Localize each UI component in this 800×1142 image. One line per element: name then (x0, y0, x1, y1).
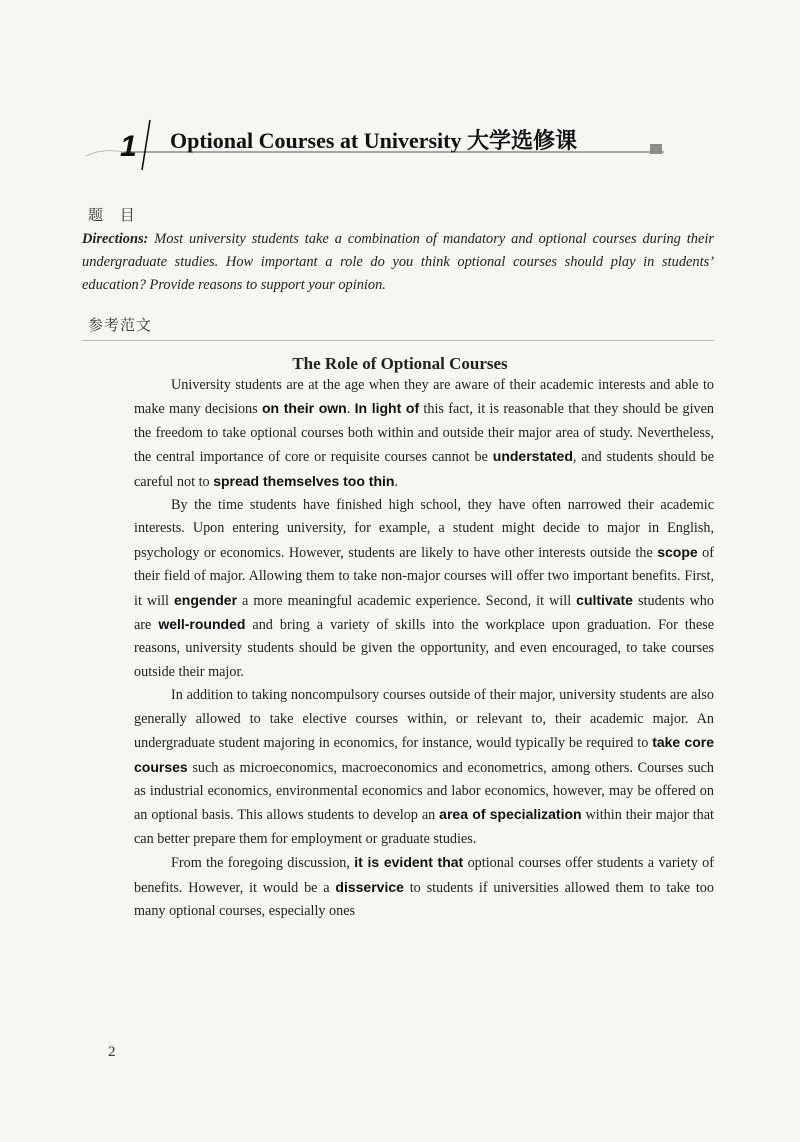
text-run: , and students should be careful not to (134, 449, 714, 490)
text-run: By the time students have finished high school, they have often narrowed their academic interests. Upon entering university, for example, a student might decide to major in English, psychology or economics. However, students are likely to have other interests outside the (134, 497, 714, 561)
directions-block (82, 228, 714, 297)
text-run: a more meaningful academic experience. Second, it will (237, 592, 577, 609)
text-run: . (394, 473, 399, 490)
text-run: In addition to taking noncompulsory courses outside of their major, university students are also generally allowed to take elective courses within, or relevant to, their academic major. An undergraduate student majoring in economics, for instance, would typically be required to (134, 687, 714, 752)
bold-phrase: scope (657, 543, 698, 560)
chapter-header (84, 108, 684, 178)
text-run: University students are at the age when they are aware of their academic interests and able to make many decisions (134, 377, 714, 418)
chapter-title: Optional Courses at University 大学选修课 (170, 128, 578, 153)
text-run: of their field of major. Allowing them to take non-major courses will offer two important benefits. First, it will (134, 544, 714, 609)
bold-phrase: area of specialization (439, 806, 582, 823)
chapter-header-marker (650, 144, 662, 154)
directions-text: Most university students take a combination of mandatory and optional courses during their undergraduate studies. How important a role do you think optional courses should play in students’ education? Provide reasons to support your opinion. (82, 231, 714, 293)
text-run: . (346, 401, 355, 418)
bold-phrase: In light of (354, 400, 420, 417)
section-divider (82, 340, 714, 341)
topic-section-label: 题 目 (88, 206, 141, 224)
bold-phrase: understated (492, 448, 573, 465)
bold-phrase: disservice (335, 878, 404, 895)
sample-essay-section-label: 参考范文 (88, 316, 153, 334)
bold-phrase: spread themselves too thin (213, 472, 395, 489)
text-run: such as microeconomics, macroeconomics and econometrics, among others. Courses such as industrial economics, environmental economics and labor economics, however, may be offered on an optional basis. This allows students to develop an (134, 759, 714, 824)
text-run: students who are (134, 592, 714, 634)
text-run: optional courses offer students a variety of benefits. However, it would be a (134, 855, 714, 896)
essay-body (134, 374, 714, 923)
text-run: this fact, it is reasonable that they should be given the freedom to take optional courses both within and outside their major area of study. Nevertheless, the central importance of core or requisite courses cannot be (134, 401, 714, 466)
text-run: within their major that can better prepare them for employment or graduate studies. (134, 807, 714, 847)
bold-phrase: take core courses (134, 734, 714, 775)
bold-phrase: on their own (261, 400, 347, 417)
bold-phrase: it is evident that (354, 854, 464, 871)
essay-paragraph (134, 494, 714, 684)
text-run: and bring a variety of skills into the workplace upon graduation. For these reasons, university students should be given the opportunity, and even encouraged, to take courses outside their major. (134, 617, 715, 680)
page-number: 2 (108, 1044, 116, 1060)
essay-title: The Role of Optional Courses (292, 354, 508, 373)
essay-paragraph (134, 684, 714, 851)
essay-paragraph (134, 851, 714, 923)
text-run: to students if universities allowed them to take too many optional courses, especially ones (134, 879, 714, 919)
text-run: From the foregoing discussion, (171, 855, 355, 872)
essay-paragraph (134, 374, 714, 494)
bold-phrase: cultivate (576, 591, 633, 608)
bold-phrase: engender (174, 591, 238, 608)
bold-phrase: well-rounded (158, 616, 246, 633)
chapter-number: 1 (120, 130, 137, 163)
directions-label: Directions: (82, 231, 149, 247)
